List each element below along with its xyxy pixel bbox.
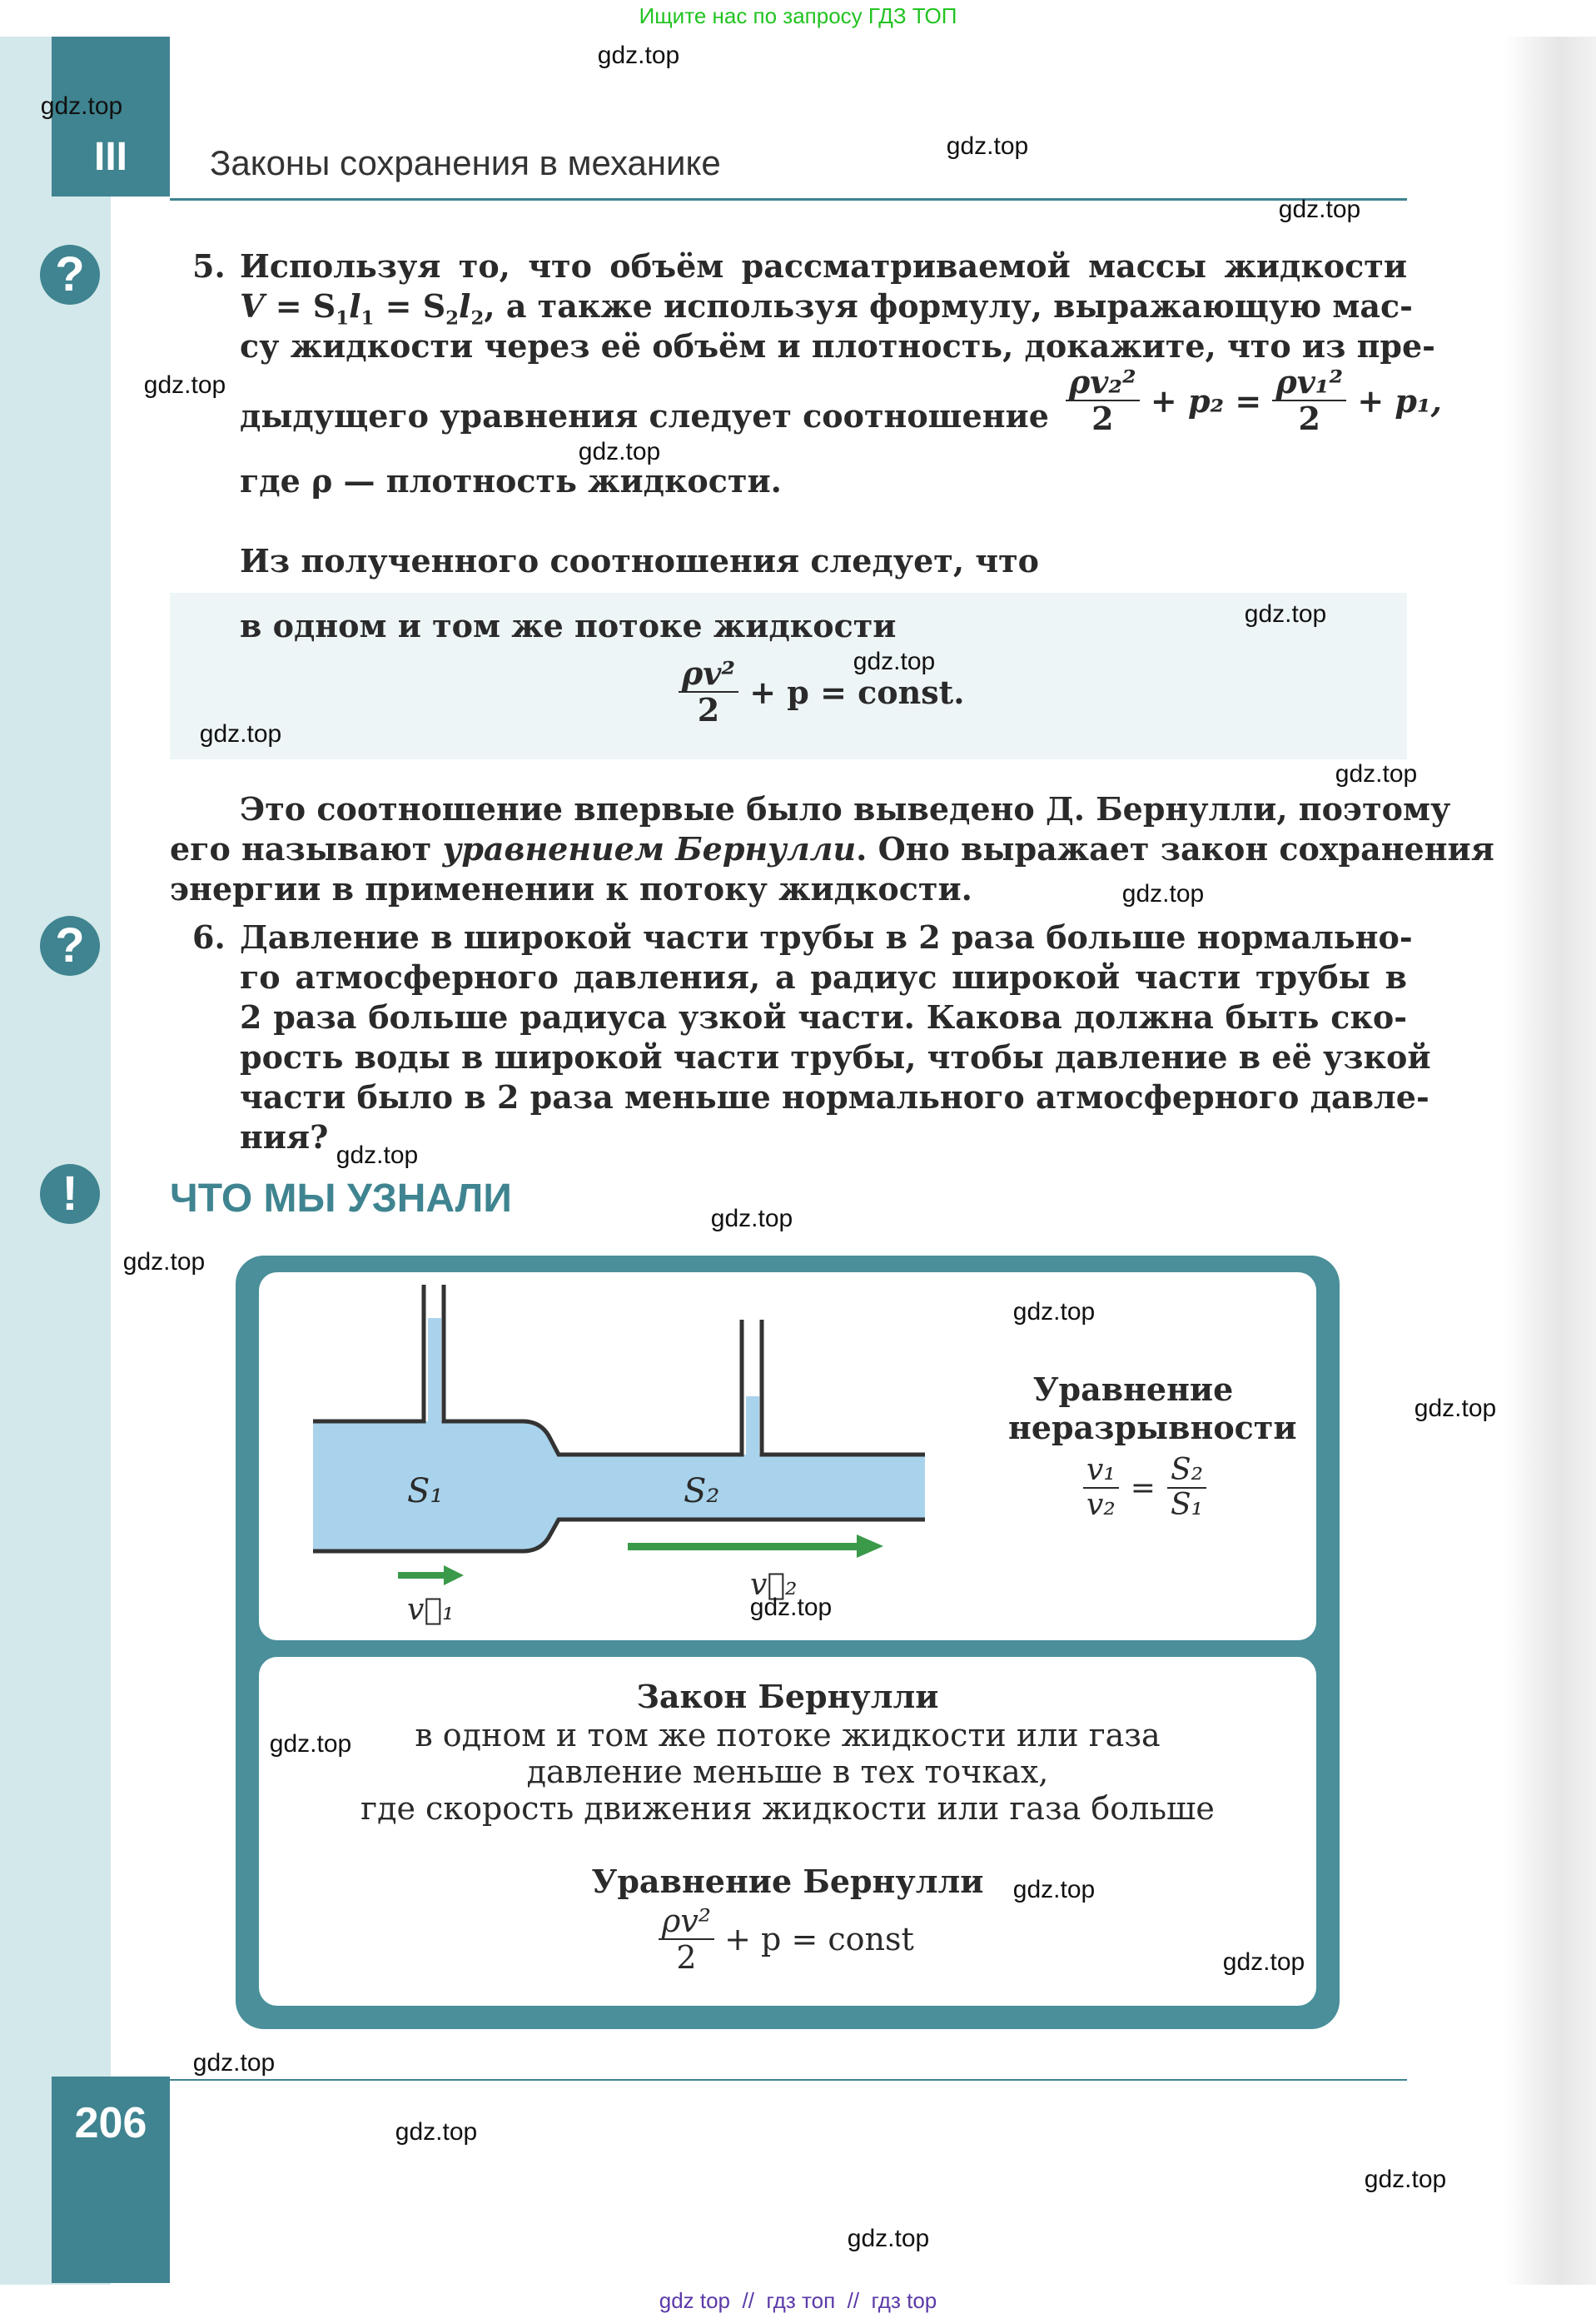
watermark: gdz.top [40,92,123,120]
denominator: 2 [676,1939,697,1976]
denominator: 2 [1091,400,1114,437]
math: + p = const [714,1921,914,1957]
watermark: gdz.top [1012,1298,1096,1326]
numerator: ρv² [679,658,738,693]
watermark: gdz.top [597,42,680,69]
question-number: 6. [192,918,226,956]
arrow-v2 [628,1535,883,1558]
text: его называют [170,830,443,868]
math: 1 [360,307,375,330]
paragraph-line: Это соотношение впервые было выведено Д. Бернулли, поэтому [240,790,1451,828]
watermark: gdz.top [749,1594,833,1621]
denominator: 2 [697,691,720,729]
bernoulli-equation-title: Уравнение Бернулли [591,1863,984,1900]
tube-water [746,1396,759,1455]
q5-line: дыдущего уравнения следует соотношение [240,397,1049,435]
left-margin-strip [0,37,111,2285]
top-promo-note: Ищите нас по запросу ГДЗ ТОП [639,3,957,28]
continuity-pane [259,1272,1316,1640]
tube-water [428,1318,441,1421]
q6-line: го атмосферного давления, а радиус широкой части трубы в [240,958,1407,996]
watermark: gdz.top [946,132,1029,160]
fraction [659,1903,714,1976]
math: 2 [470,307,485,330]
header-divider [170,198,1407,201]
q5-line: су жидкости через её объём и плотность, докажите, что из пре- [240,327,1435,365]
continuity-title [1008,1370,1297,1447]
chapter-title: Законы сохранения в механике [210,143,721,182]
fraction [1272,363,1346,437]
watermark: gdz.top [336,1142,419,1169]
watermark: gdz.top [1012,1876,1096,1903]
summary-box [236,1256,1340,2029]
watermark: gdz.top [1335,760,1418,788]
watermark: gdz.top [192,2049,276,2077]
watermark: gdz.top [395,2118,478,2146]
arrow-v1 [398,1565,464,1585]
math: + p₁, [1346,381,1442,420]
watermark: gdz.top [853,648,936,675]
label-s1: S₁ [407,1472,444,1510]
text: . Оно выражает закон сохранения [856,830,1494,868]
q5-line: Используя то, что объём рассматриваемой массы жидкости [240,247,1407,285]
denominator: S₁ [1170,1488,1204,1522]
paragraph-line [170,829,1494,869]
math: l [459,287,471,325]
watermark: gdz.top [143,371,226,399]
bernoulli-pane [259,1657,1316,2006]
question-icon: ? [40,916,100,976]
math: + p = const. [738,673,965,711]
label-v1: v⃗₁ [407,1593,455,1627]
watermark: gdz.top [1414,1395,1497,1422]
denominator: v₂ [1086,1488,1116,1522]
bernoulli-equation-summary [659,1903,914,1976]
q6-line: ния? [240,1118,329,1156]
question-icon: ? [40,245,100,305]
question-number: 5. [192,247,226,285]
title-line: Уравнение [1032,1370,1234,1408]
equals: = [1130,1470,1156,1505]
label-v2: v⃗₂ [750,1568,798,1602]
math: + p₂ = [1139,381,1273,420]
paragraph-line: в одном и том же потоке жидкости [240,607,897,644]
fraction [1066,363,1140,437]
q6-line: 2 раза больше радиуса узкой части. Какова должна быть ско- [240,998,1407,1036]
math: V [240,287,265,325]
footer-divider [170,2079,1407,2081]
watermark: gdz.top [1222,1948,1305,1976]
fraction [1083,1455,1119,1520]
chapter-tab: III [52,37,170,196]
watermark: gdz.top [122,1248,206,1276]
text: , а также используя формулу, выражающую мас- [484,287,1413,325]
math: = S [264,287,336,325]
math: = S [374,287,446,325]
paragraph-line: Из полученного соотношения следует, что [240,542,1039,580]
q6-line: рость воды в широкой части трубы, чтобы давление в её узкой [240,1038,1431,1076]
continuity-equation [1083,1455,1206,1520]
section-title: ЧТО МЫ УЗНАЛИ [170,1176,512,1221]
bernoulli-law-text: давление меньше в тех точках, [526,1753,1049,1790]
watermark: gdz.top [1278,196,1361,223]
numerator: S₂ [1167,1455,1206,1489]
q6-line: части было в 2 раза меньше нормального атмосферного давле- [240,1078,1429,1116]
bernoulli-two-point-equation [1066,363,1442,437]
watermark: gdz.top [199,720,282,748]
watermark: gdz.top [1244,600,1327,628]
numerator: ρv₂² [1066,366,1140,401]
exclamation-icon: ! [40,1164,100,1224]
bernoulli-law-text: где скорость движения жидкости или газа больше [360,1790,1215,1827]
footer-links[interactable]: gdz top // гдз топ // гдз top [659,2288,937,2313]
label-s2: S₂ [684,1472,720,1510]
watermark: gdz.top [710,1205,793,1232]
fraction [1167,1455,1206,1520]
fraction [679,654,738,729]
watermark: gdz.top [1121,880,1205,908]
page-number: 206 [52,2077,170,2283]
q6-line: Давление в широкой части трубы в 2 раза больше нормально- [240,918,1413,956]
watermark: gdz.top [847,2225,930,2252]
numerator: ρv² [659,1905,714,1940]
q5-line: где ρ — плотность жидкости. [240,462,782,500]
watermark: gdz.top [578,438,661,465]
bernoulli-law-text: в одном и том же потоке жидкости или газа [415,1717,1161,1753]
paragraph-line: энергии в применении к потоку жидкости. [170,870,972,908]
water [313,1421,925,1551]
term: уравнением Бернулли [442,830,857,868]
page-edge-shade [1504,37,1596,2285]
math: l [349,287,361,325]
numerator: ρv₁² [1272,366,1346,401]
denominator: 2 [1298,400,1320,437]
title-line: неразрывности [1008,1409,1297,1446]
bernoulli-law-title: Закон Бернулли [636,1678,939,1715]
math: 1 [336,307,350,330]
math: 2 [445,307,460,330]
watermark: gdz.top [1364,2166,1447,2193]
numerator: v₁ [1083,1455,1119,1489]
watermark: gdz.top [269,1730,352,1758]
